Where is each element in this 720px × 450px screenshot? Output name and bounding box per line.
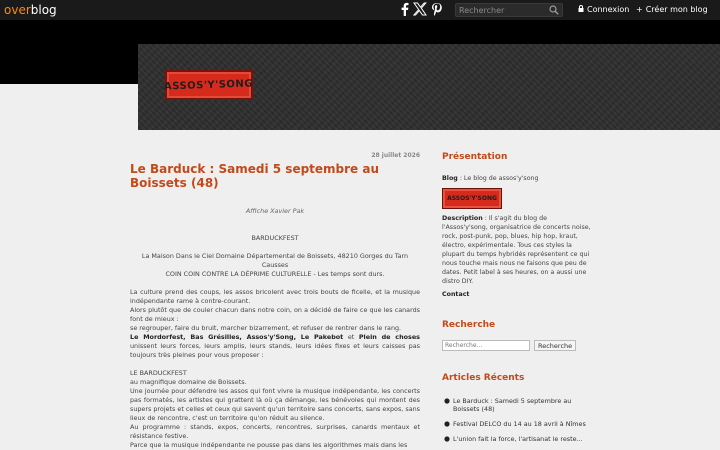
description xyxy=(442,214,592,286)
contact-link[interactable]: Contact xyxy=(442,291,470,298)
recent-article-title: Festival DELCO du 14 au 18 avril à Nîmes xyxy=(453,420,586,428)
create-blog-link[interactable] xyxy=(636,4,708,16)
sidebar-search-input[interactable] xyxy=(442,340,530,351)
facebook-icon[interactable] xyxy=(398,2,412,16)
recent-article-title: Le Barduck : Samedi 5 septembre au Boissets (48) xyxy=(453,397,572,413)
para-4: Une journée pour défendre les assos qui font vivre la musique indépendante, les concerts pas formatés, les artistes qui grattent là où ça démange, les bénévoles qui montent des supers projets et celles et ceux qui savent qu'un territoire sans concerts, sans expos, sans lieux de rencontre, c'est un territoire qu'on réduit au silence. xyxy=(130,387,420,422)
top-search-box xyxy=(455,3,563,17)
section-sub: au magnifique domaine de Boissets. xyxy=(130,378,247,386)
article-body xyxy=(130,207,420,450)
orgs-last: Plein de choses xyxy=(358,333,420,341)
orgs-and: et xyxy=(347,333,355,341)
orgs-rest: unissent leurs forces, leurs amplis, leurs stands, leurs idées fixes et leurs caisses pas toujours très pleines pour vous proposer : xyxy=(130,342,420,359)
top-search-input[interactable] xyxy=(459,4,547,16)
article-title[interactable]: Le Barduck : Samedi 5 septembre au Boissets (48) xyxy=(130,162,380,190)
x-icon[interactable] xyxy=(413,2,427,16)
brand-part2: blog xyxy=(30,3,57,17)
description-text: : Il s'agit du blog de l'Assos'y'song, organisatrice de concerts noise, rock, post-punk, pop, blues, hip hop, kraut, électro, expérimentale. Tous ces styles la plupart du temps hybridés représentent ce qui nous touche mais nous ne faisons que peu de dates. Petit label à ses heures, on a aussi une distro DIY. xyxy=(442,215,591,285)
top-navbar xyxy=(0,0,720,20)
recent-article-item[interactable] xyxy=(442,435,592,443)
sidebar-logo[interactable] xyxy=(442,188,502,209)
lock-icon xyxy=(578,4,584,16)
para-1: La culture prend des coups, les assos bricolent avec trois bouts de ficelle, et la musique indépendante rame à contre-courant. xyxy=(130,288,420,305)
blog-label: Blog xyxy=(442,175,458,182)
recent-article-item[interactable] xyxy=(442,397,592,413)
assosysong-logo[interactable] xyxy=(165,70,253,100)
brand-part1: over xyxy=(4,3,31,17)
section-title: LE BARDUCKFEST xyxy=(130,369,187,377)
duck-bullet-icon xyxy=(444,398,450,404)
logo-text: ASSOS'Y'SONG xyxy=(164,77,254,93)
para-5: Au programme : stands, expos, concerts, rencontres, surprises, canards mentaux et résistance festive. xyxy=(130,423,420,440)
blog-banner xyxy=(138,44,720,130)
recent-article-title: L'union fait la force, l'artisanat le reste... xyxy=(453,435,583,443)
duck-bullet-icon xyxy=(444,436,450,442)
description-label: Description xyxy=(442,215,483,222)
duck-bullet-icon xyxy=(444,421,450,427)
poster-caption: Affiche Xavier Pak xyxy=(245,207,305,215)
login-link[interactable] xyxy=(578,4,629,16)
recent-heading: Articles Récents xyxy=(442,373,525,383)
recent-article-item[interactable] xyxy=(442,420,592,428)
fest-slogan: COIN COIN CONTRE LA DÉPRIME CULTURELLE - Les temps sont durs. xyxy=(165,270,385,278)
overblog-logo[interactable] xyxy=(4,2,57,18)
article-date: 28 juillet 2026 xyxy=(371,152,420,159)
sidebar-logo-text: ASSOS'Y'SONG xyxy=(447,195,497,202)
orgs-names: Le Mordorfest, Bas Grésilles, Assos'y'Song, Le Pakebot xyxy=(130,333,344,341)
search-icon[interactable] xyxy=(549,5,559,15)
pinterest-icon[interactable] xyxy=(430,2,444,16)
blog-value: : Le blog de assos'y'song xyxy=(459,175,539,182)
recent-articles-list xyxy=(442,397,592,443)
orgs-paragraph xyxy=(130,333,420,360)
fest-location: La Maison Dans le Ciel Domaine Départemental de Boissets, 48210 Gorges du Tarn Causses xyxy=(141,252,409,269)
search-heading: Recherche xyxy=(442,320,496,330)
presentation-heading: Présentation xyxy=(442,152,508,162)
sidebar xyxy=(442,150,592,450)
fest-name: BARDUCKFEST xyxy=(251,234,299,242)
blog-line xyxy=(442,174,592,183)
plus-icon: + xyxy=(636,5,643,14)
create-blog-label: Créer mon blog xyxy=(645,5,708,14)
login-label: Connexion xyxy=(587,5,630,14)
para-3: se regrouper, faire du bruit, marcher bizarrement, et refuser de rentrer dans le rang. xyxy=(130,324,402,332)
sidebar-search-button[interactable]: Recherche xyxy=(534,340,576,351)
para-2: Alors plutôt que de couler chacun dans notre coin, on a décidé de faire ce que les canards font de mieux : xyxy=(130,306,420,323)
para-6: Parce que la musique indépendante ne pousse pas dans les algorithmes mais dans les xyxy=(130,441,408,449)
sidebar-search xyxy=(442,340,592,351)
